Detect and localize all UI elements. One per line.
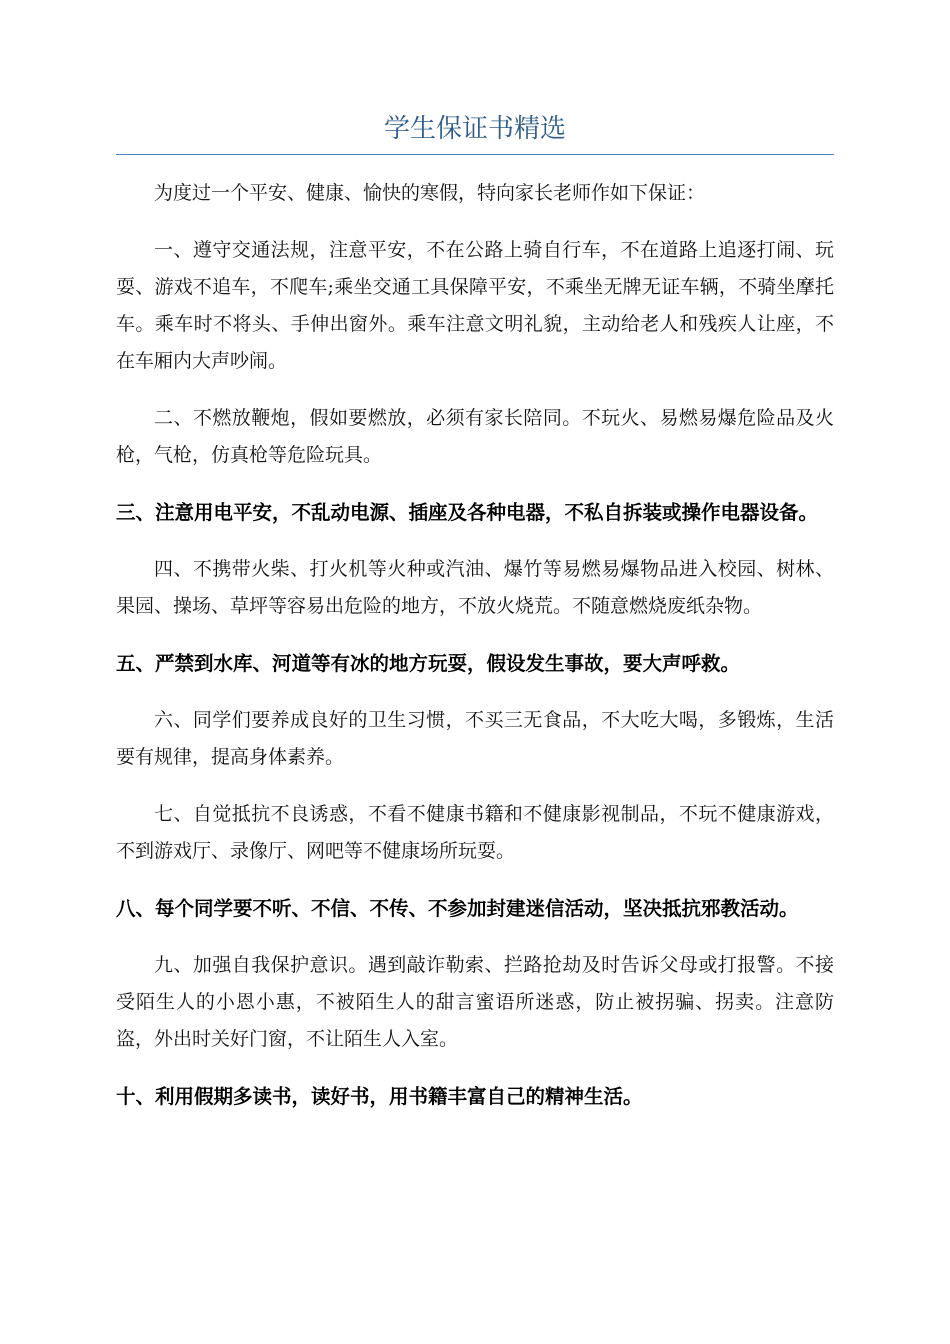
paragraph-3: 三、注意用电平安，不乱动电源、插座及各种电器，不私自拆装或操作电器设备。 (116, 501, 819, 524)
paragraph-5: 五、严禁到水库、河道等有冰的地方玩耍，假设发生事故，要大声呼救。 (116, 652, 741, 675)
page-title: 学生保证书精选 (116, 110, 834, 155)
paragraph-4: 四、不携带火柴、打火机等火种或汽油、爆竹等易燃易爆物品进入校园、树林、果园、操场、草坪等容易出危险的地方，不放火烧荒。不随意燃烧废纸杂物。 (116, 558, 834, 617)
paragraph-8: 八、每个同学要不听、不信、不传、不参加封建迷信活动，坚决抵抗邪教活动。 (116, 897, 799, 920)
paragraph-6: 六、同学们要养成良好的卫生习惯，不买三无食品，不大吃大喝，多锻炼，生活要有规律，提高身体素养。 (116, 709, 834, 768)
paragraph-2: 二、不燃放鞭炮，假如要燃放，必须有家长陪同。不玩火、易燃易爆危险品及火枪，气枪，仿真枪等危险玩具。 (116, 407, 834, 466)
document-body (116, 175, 834, 1115)
document-page (116, 110, 834, 1135)
paragraph-10: 十、利用假期多读书，读好书，用书籍丰富自己的精神生活。 (116, 1085, 643, 1108)
paragraph-9: 九、加强自我保护意识。遇到敲诈勒索、拦路抢劫及时告诉父母或打报警。不接受陌生人的小恩小惠，不被陌生人的甜言蜜语所迷惑，防止被拐骗、拐卖。注意防盗，外出时关好门窗，不让陌生人入室。 (116, 954, 834, 1050)
paragraph-7: 七、自觉抵抗不良诱惑，不看不健康书籍和不健康影视制品，不玩不健康游戏，不到游戏厅、录像厅、网吧等不健康场所玩耍。 (116, 803, 834, 862)
paragraph-1: 一、遵守交通法规，注意平安，不在公路上骑自行车，不在道路上追逐打闹、玩耍、游戏不追车，不爬车;乘坐交通工具保障平安，不乘坐无牌无证车辆，不骑坐摩托车。乘车时不将头、手伸出窗外。乘车注意文明礼貌，主动给老人和残疾人让座，不在车厢内大声吵闹。 (116, 239, 834, 372)
paragraph-intro: 为度过一个平安、健康、愉快的寒假，特向家长老师作如下保证： (154, 182, 706, 204)
